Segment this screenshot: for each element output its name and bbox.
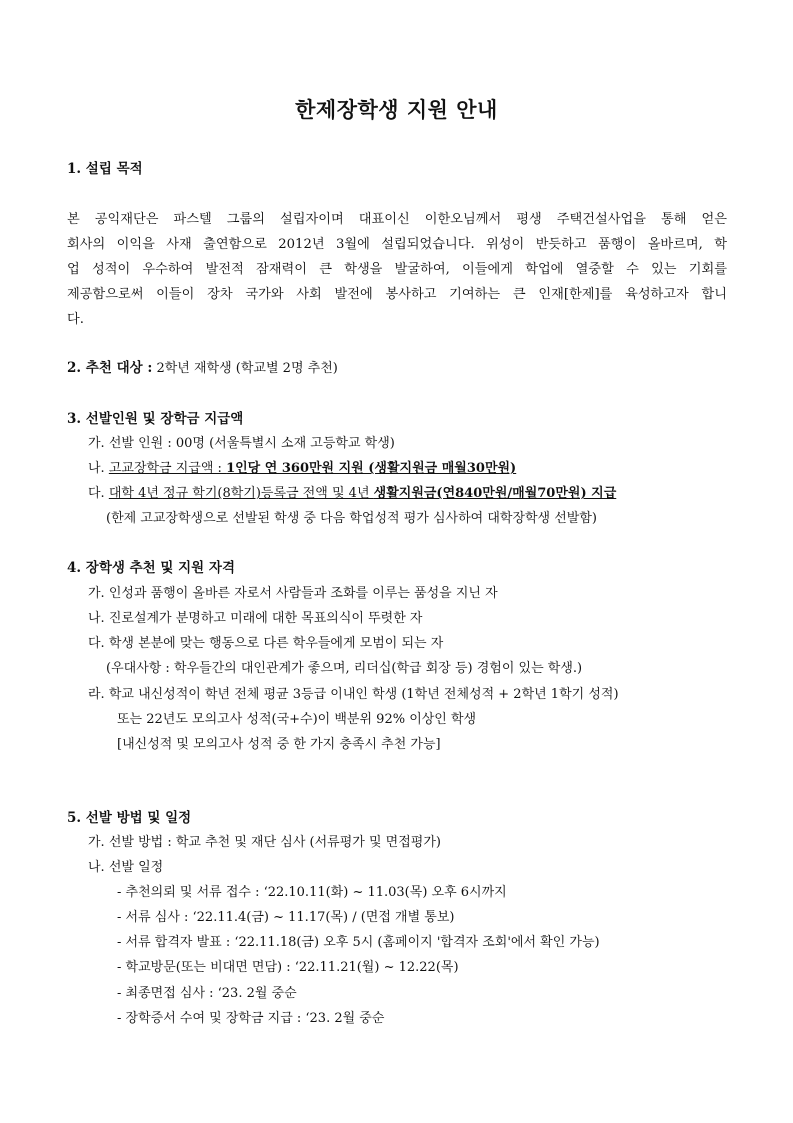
section-1-paragraph <box>67 207 727 332</box>
schedule-item: - 장학증서 수여 및 장학금 지급 : ‘23. 2월 중순 <box>117 1011 385 1026</box>
section-3-item-da <box>88 485 616 503</box>
section-3-item-ga: 가. 선발 인원 : 00명 (서울특별시 소재 고등학교 학생) <box>88 436 395 451</box>
section-2-text: 2학년 재학생 (학교별 2명 추천) <box>152 361 338 376</box>
section-4-item-da: 다. 학생 본분에 맞는 행동으로 다른 학우들에게 모범이 되는 자 <box>88 636 444 651</box>
paragraph-line: 회사의 이익을 사재 출연함으로 2012년 3월에 설립되었습니다. 위성이 반듯하고 품행이 올바르며, 학 <box>67 237 727 252</box>
section-3-heading: 3. 선발인원 및 장학금 지급액 <box>67 411 244 427</box>
section-5-heading: 5. 선발 방법 및 일정 <box>67 810 192 826</box>
section-1-heading: 1. 설립 목적 <box>67 161 143 177</box>
document-title: 한제장학생 지원 안내 <box>295 97 498 122</box>
paragraph-line: 업 성적이 우수하여 발전적 잠재력이 큰 학생을 발굴하여, 이들에게 학업에 열중할 수 있는 기회를 <box>67 262 727 277</box>
item-prefix: 나. <box>88 461 109 476</box>
schedule-item: - 서류 심사 : ‘22.11.4(금) ~ 11.17(목) / (면접 개별 통보) <box>117 910 455 925</box>
section-3-item-na <box>88 460 516 478</box>
paragraph-line: 제공함으로써 이들이 장차 국가와 사회 발전에 봉사하고 기여하는 큰 인재[한제]를 육성하고자 합니 <box>67 287 727 302</box>
paragraph-line: 다. <box>67 312 84 327</box>
schedule-item: - 최종면접 심사 : ‘23. 2월 중순 <box>117 986 297 1001</box>
section-2 <box>67 359 338 378</box>
support-value: 생활지원금(연840만원/매월70만원) 지급 <box>373 486 617 501</box>
amount-label: 고교장학금 지급액 : <box>108 461 227 476</box>
section-4-item-na: 나. 진로설계가 분명하고 미래에 대한 목표의식이 뚜렷한 자 <box>88 611 423 626</box>
section-4-item-ra-alt: 또는 22년도 모의고사 성적(국+수)이 백분위 92% 이상인 학생 <box>117 712 477 727</box>
section-2-heading: 2. 추천 대상 : <box>67 360 153 376</box>
schedule-item: - 추천의뢰 및 서류 접수 : ‘22.10.11(화) ~ 11.03(목) 오후 6시까지 <box>117 885 507 900</box>
schedule-item: - 서류 합격자 발표 : ‘22.11.18(금) 오후 5시 (홈페이지 '합격자 조회'에서 확인 가능) <box>117 935 600 950</box>
section-3-note: (한제 고교장학생으로 선발된 학생 중 다음 학업성적 평가 심사하여 대학장학생 선발함) <box>106 511 597 526</box>
section-5-item-ga: 가. 선발 방법 : 학교 추천 및 재단 심사 (서류평가 및 면접평가) <box>88 835 441 850</box>
section-4-heading: 4. 장학생 추천 및 지원 자격 <box>67 560 236 576</box>
university-support-label <box>109 486 616 501</box>
paragraph-line: 본 공익재단은 파스텔 그룹의 설립자이며 대표이신 이한오님께서 평생 주택건설사업을 통해 얻은 <box>67 212 727 227</box>
schedule-item: - 학교방문(또는 비대면 면담) : ‘22.11.21(월) ~ 12.22(목) <box>117 960 459 975</box>
scholarship-amount-label <box>109 461 516 476</box>
section-4-item-ga: 가. 인성과 품행이 올바른 자로서 사람들과 조화를 이루는 품성을 지닌 자 <box>88 586 498 601</box>
section-4-item-ra: 라. 학교 내신성적이 학년 전체 평균 3등급 이내인 학생 (1학년 전체성적 + 2학년 1학기 성적) <box>88 687 619 702</box>
section-5-item-na: 나. 선발 일정 <box>88 860 164 875</box>
amount-value: 1인당 연 360만원 지원 (생활지원금 매월30만원) <box>226 461 517 476</box>
support-label: 대학 4년 정규 학기(8학기)등록금 전액 및 4년 <box>108 486 374 501</box>
section-4-item-ra-note: [내신성적 및 모의고사 성적 중 한 가지 충족시 추천 가능] <box>117 737 441 752</box>
item-prefix: 다. <box>88 486 109 501</box>
section-4-preference-note: (우대사항 : 학우들간의 대인관계가 좋으며, 리더십(학급 회장 등) 경험이 있는 학생.) <box>106 661 583 676</box>
